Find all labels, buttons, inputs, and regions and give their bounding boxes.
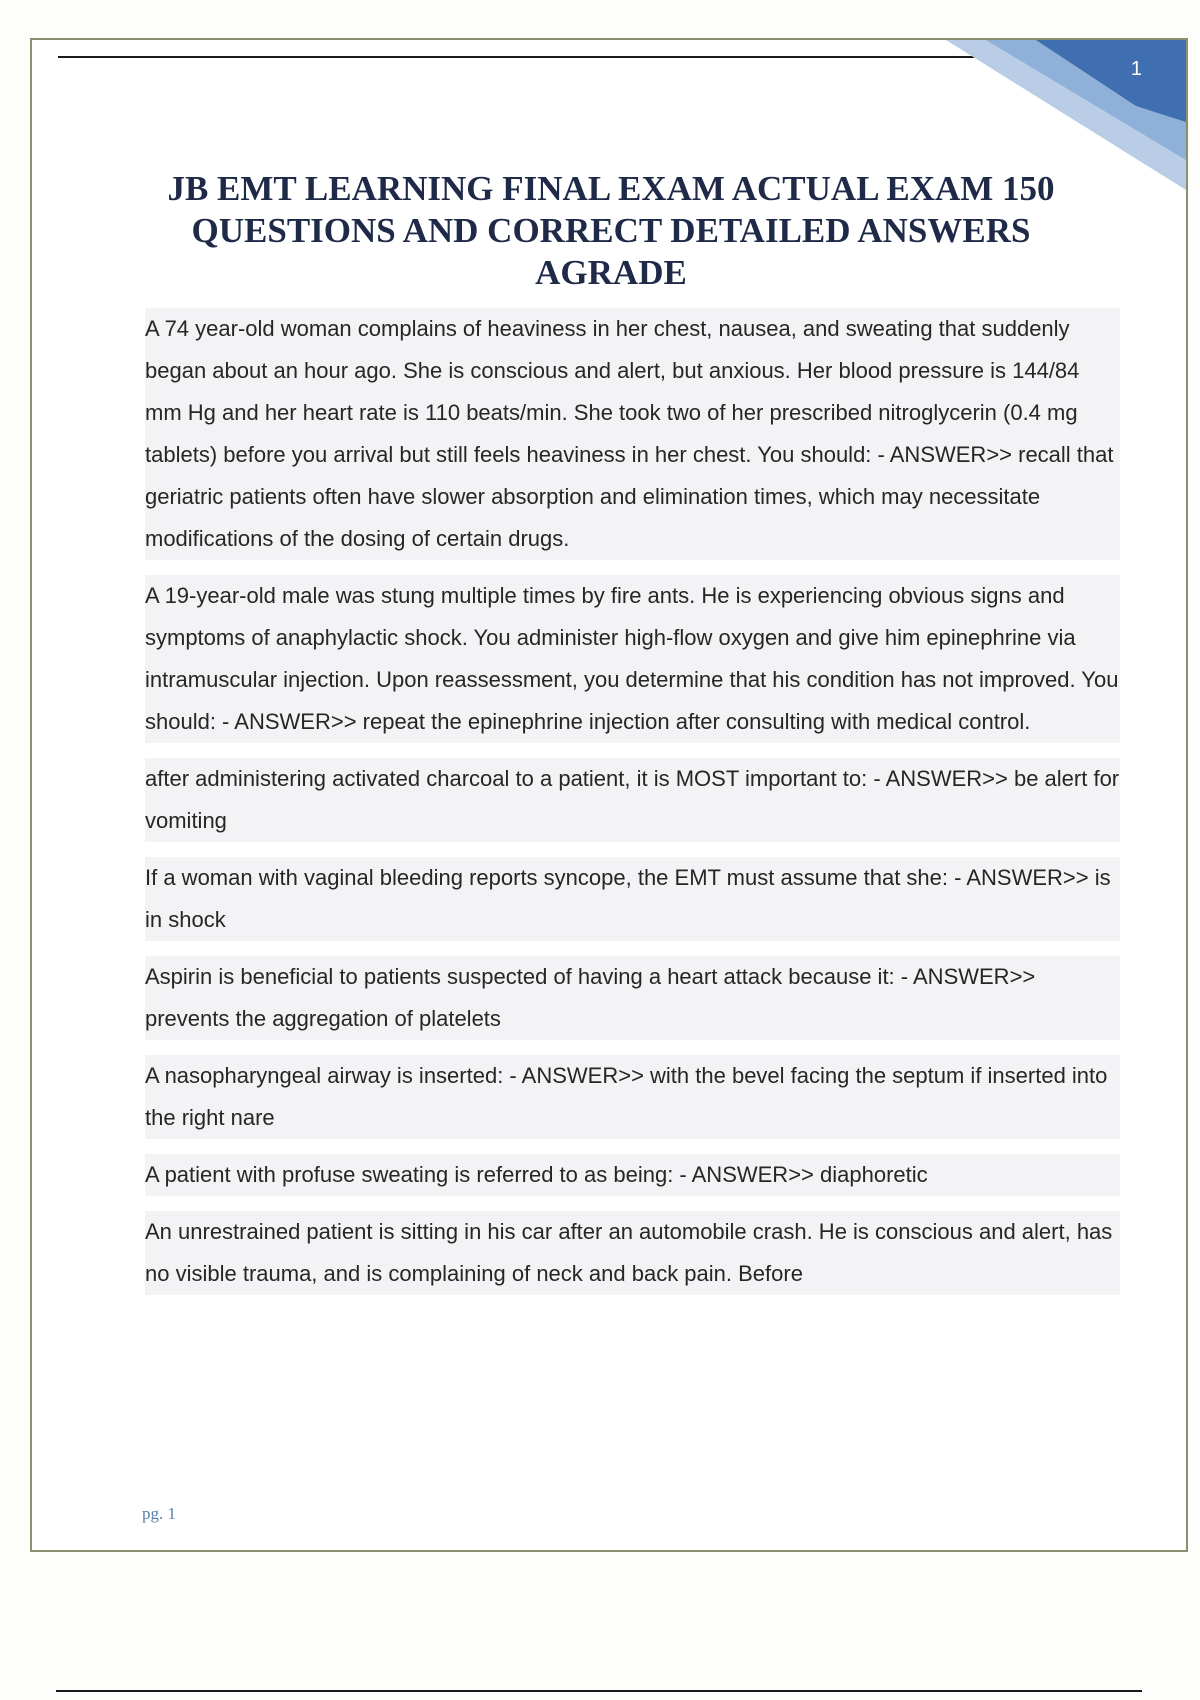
page-number: 1 <box>1130 58 1142 80</box>
qa-item: A 19-year-old male was stung multiple times by fire ants. He is experiencing obvious signs and symptoms of anaphylactic shock. You administer high-flow oxygen and give him epinephrine via intramuscular injection. Upon reassessment, you determine that his condition has not improved. You should: - ANSWER>> repeat the epinephrine injection after consulting with medical control. <box>145 575 1120 743</box>
qa-item: after administering activated charcoal to a patient, it is MOST important to: - ANSWER>> be alert for vomiting <box>145 758 1120 842</box>
qa-item: Aspirin is beneficial to patients suspected of having a heart attack because it: - ANSWER>> prevents the aggregation of platelets <box>145 956 1120 1040</box>
page-footer: pg. 1 <box>142 1504 176 1523</box>
qa-item: If a woman with vaginal bleeding reports syncope, the EMT must assume that she: - ANSWER>> is in shock <box>145 857 1120 941</box>
qa-item: A nasopharyngeal airway is inserted: - ANSWER>> with the bevel facing the septum if inserted into the right nare <box>145 1055 1120 1139</box>
header-rule <box>58 56 986 58</box>
qa-item: A patient with profuse sweating is referred to as being: - ANSWER>> diaphoretic <box>145 1154 1120 1196</box>
question-list <box>145 308 1120 1310</box>
next-page-header-rule <box>56 1690 1142 1692</box>
qa-item: A 74 year-old woman complains of heaviness in her chest, nausea, and sweating that suddenly began about an hour ago. She is conscious and alert, but anxious. Her blood pressure is 144/84 mm Hg and her heart rate is 110 beats/min. She took two of her prescribed nitroglycerin (0.4 mg tablets) before you arrival but still feels heaviness in her chest. You should: - ANSWER>> recall that geriatric patients often have slower absorption and elimination times, which may necessitate modifications of the dosing of certain drugs. <box>145 308 1120 560</box>
document-title: JB EMT LEARNING FINAL EXAM ACTUAL EXAM 150 QUESTIONS AND CORRECT DETAILED ANSWERS AGRADE <box>167 169 1055 292</box>
qa-item: An unrestrained patient is sitting in his car after an automobile crash. He is conscious and alert, has no visible trauma, and is complaining of neck and back pain. Before <box>145 1211 1120 1295</box>
document-page <box>30 38 1188 1552</box>
